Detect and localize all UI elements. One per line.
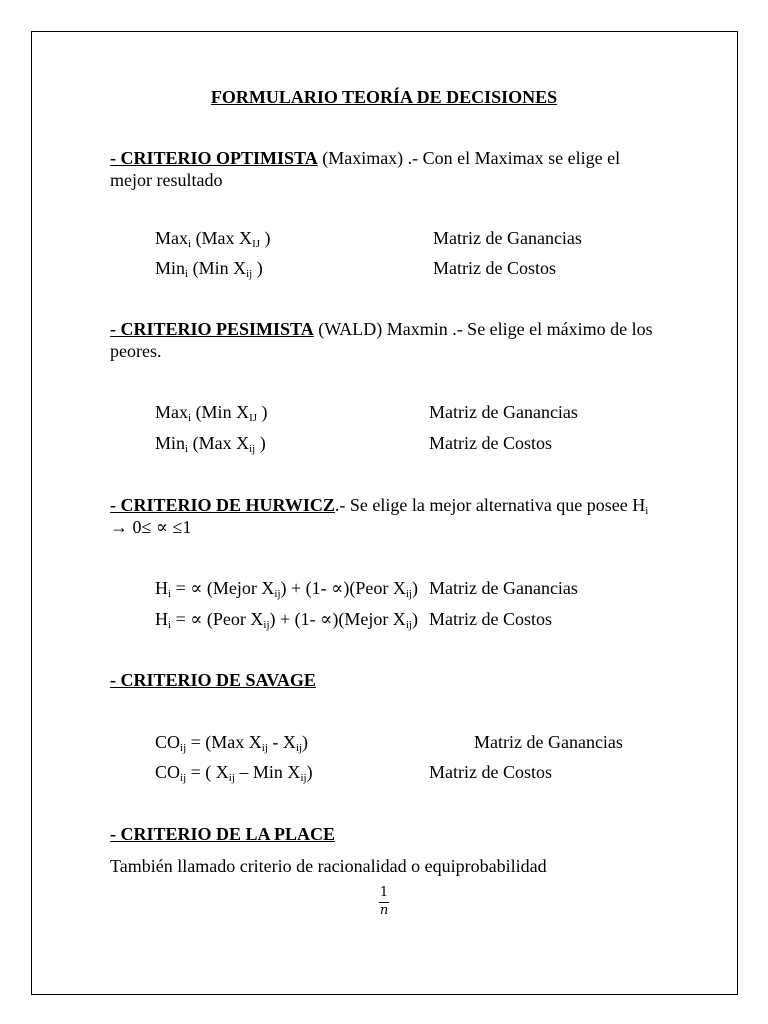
- optimista-description: (Maximax) .- Con el Maximax se elige el: [317, 148, 621, 168]
- formula-text: Min: [155, 433, 186, 453]
- pesimista-description: (WALD) Maxmin .- Se elige el máximo de los: [313, 319, 653, 339]
- formula-text: = ∝ (Mejor X: [171, 578, 275, 598]
- formula-text: Max: [155, 402, 188, 422]
- formula-text: Max: [155, 228, 188, 248]
- pesimista-formula-ganancias: [155, 402, 268, 422]
- hurwicz-formula-ganancias-label: Matriz de Ganancias: [429, 578, 578, 598]
- optimista-formula-ganancias: [155, 228, 271, 248]
- laplace-heading: - CRITERIO DE LA PLACE: [110, 824, 336, 844]
- laplace-line-1: [110, 824, 335, 844]
- formula-text: (Max X: [188, 433, 250, 453]
- formula-subscript: ij: [263, 619, 270, 631]
- optimista-heading: - CRITERIO OPTIMISTA: [110, 148, 318, 168]
- formula-text: = (Max X: [186, 732, 262, 752]
- optimista-formula-costos-label: Matriz de Costos: [433, 258, 556, 278]
- pesimista-line-2: peores.: [110, 341, 162, 361]
- formula-text: ) + (1- ∝)(Peor X: [280, 578, 406, 598]
- formula-text: CO: [155, 762, 181, 782]
- formula-subscript: i: [168, 619, 172, 631]
- hurwicz-formula-costos: [155, 609, 418, 629]
- formula-subscript: i: [168, 588, 172, 600]
- pesimista-line-1: [110, 319, 653, 339]
- formula-subscript: i: [188, 238, 192, 250]
- hurwicz-formula-costos-label: Matriz de Costos: [429, 609, 552, 629]
- formula-text: ): [260, 228, 271, 248]
- savage-formula-costos-label: Matriz de Costos: [429, 762, 552, 782]
- formula-subscript: ij: [405, 619, 412, 631]
- formula-subscript: ij: [261, 742, 268, 754]
- formula-text: ): [411, 609, 418, 629]
- formula-text: ): [306, 762, 313, 782]
- formula-text: H: [155, 609, 168, 629]
- formula-text: H: [155, 578, 168, 598]
- formula-text: (Min X: [188, 258, 247, 278]
- formula-subscript: i: [188, 412, 192, 424]
- arrow-right-icon: →: [110, 517, 128, 537]
- hurwicz-condition: 0≤ ∝ ≤1: [128, 517, 192, 537]
- formula-text: ): [302, 732, 309, 752]
- hurwicz-line-2: [110, 517, 191, 537]
- formula-text: ): [257, 402, 268, 422]
- formula-text: = ( X: [186, 762, 229, 782]
- hurwicz-description-subscript: i: [645, 505, 649, 517]
- fraction-denominator: n: [379, 903, 389, 918]
- formula-subscript: ij: [295, 742, 303, 754]
- formula-subscript: ij: [180, 772, 187, 784]
- formula-text: ): [252, 258, 263, 278]
- formula-text: CO: [155, 732, 181, 752]
- hurwicz-line-1: [110, 495, 648, 515]
- optimista-formula-costos: [155, 258, 263, 278]
- formula-text: – Min X: [234, 762, 301, 782]
- formula-text: ) + (1- ∝)(Mejor X: [269, 609, 406, 629]
- pesimista-formula-ganancias-label: Matriz de Ganancias: [429, 402, 578, 422]
- hurwicz-heading: - CRITERIO DE HURWICZ: [110, 495, 335, 515]
- formula-text: (Max X: [191, 228, 253, 248]
- formula-subscript: i: [185, 443, 189, 455]
- savage-heading: - CRITERIO DE SAVAGE: [110, 670, 316, 690]
- formula-text: ): [411, 578, 418, 598]
- formula-text: - X: [267, 732, 296, 752]
- formula-subscript: ij: [228, 772, 235, 784]
- formula-subscript: IJ: [249, 412, 258, 424]
- optimista-line-2: mejor resultado: [110, 170, 223, 190]
- formula-subscript: i: [185, 268, 189, 280]
- laplace-description: También llamado criterio de racionalidad o equiprobabilidad: [110, 856, 547, 876]
- formula-subscript: ij: [405, 588, 412, 600]
- hurwicz-formula-ganancias: [155, 578, 418, 598]
- savage-line-1: [110, 670, 316, 690]
- formula-subscript: ij: [300, 772, 307, 784]
- formula-subscript: ij: [246, 268, 253, 280]
- formula-text: = ∝ (Peor X: [171, 609, 264, 629]
- formula-text: (Min X: [191, 402, 250, 422]
- pesimista-heading: - CRITERIO PESIMISTA: [110, 319, 314, 339]
- optimista-line-1: [110, 148, 620, 168]
- formula-subscript: ij: [180, 742, 187, 754]
- pesimista-formula-costos: [155, 433, 266, 453]
- pesimista-formula-costos-label: Matriz de Costos: [429, 433, 552, 453]
- savage-formula-ganancias: [155, 732, 308, 752]
- page-title: FORMULARIO TEORÍA DE DECISIONES: [210, 87, 558, 107]
- formula-subscript: IJ: [252, 238, 261, 250]
- formula-text: ): [255, 433, 266, 453]
- optimista-formula-ganancias-label: Matriz de Ganancias: [433, 228, 582, 248]
- formula-subscript: ij: [249, 443, 256, 455]
- formula-text: Min: [155, 258, 186, 278]
- savage-formula-costos: [155, 762, 313, 782]
- fraction-numerator: 1: [379, 885, 389, 900]
- laplace-fraction: [374, 886, 394, 918]
- hurwicz-description: .- Se elige la mejor alternativa que posee H: [334, 495, 646, 515]
- savage-formula-ganancias-label: Matriz de Ganancias: [474, 732, 623, 752]
- formula-subscript: ij: [274, 588, 281, 600]
